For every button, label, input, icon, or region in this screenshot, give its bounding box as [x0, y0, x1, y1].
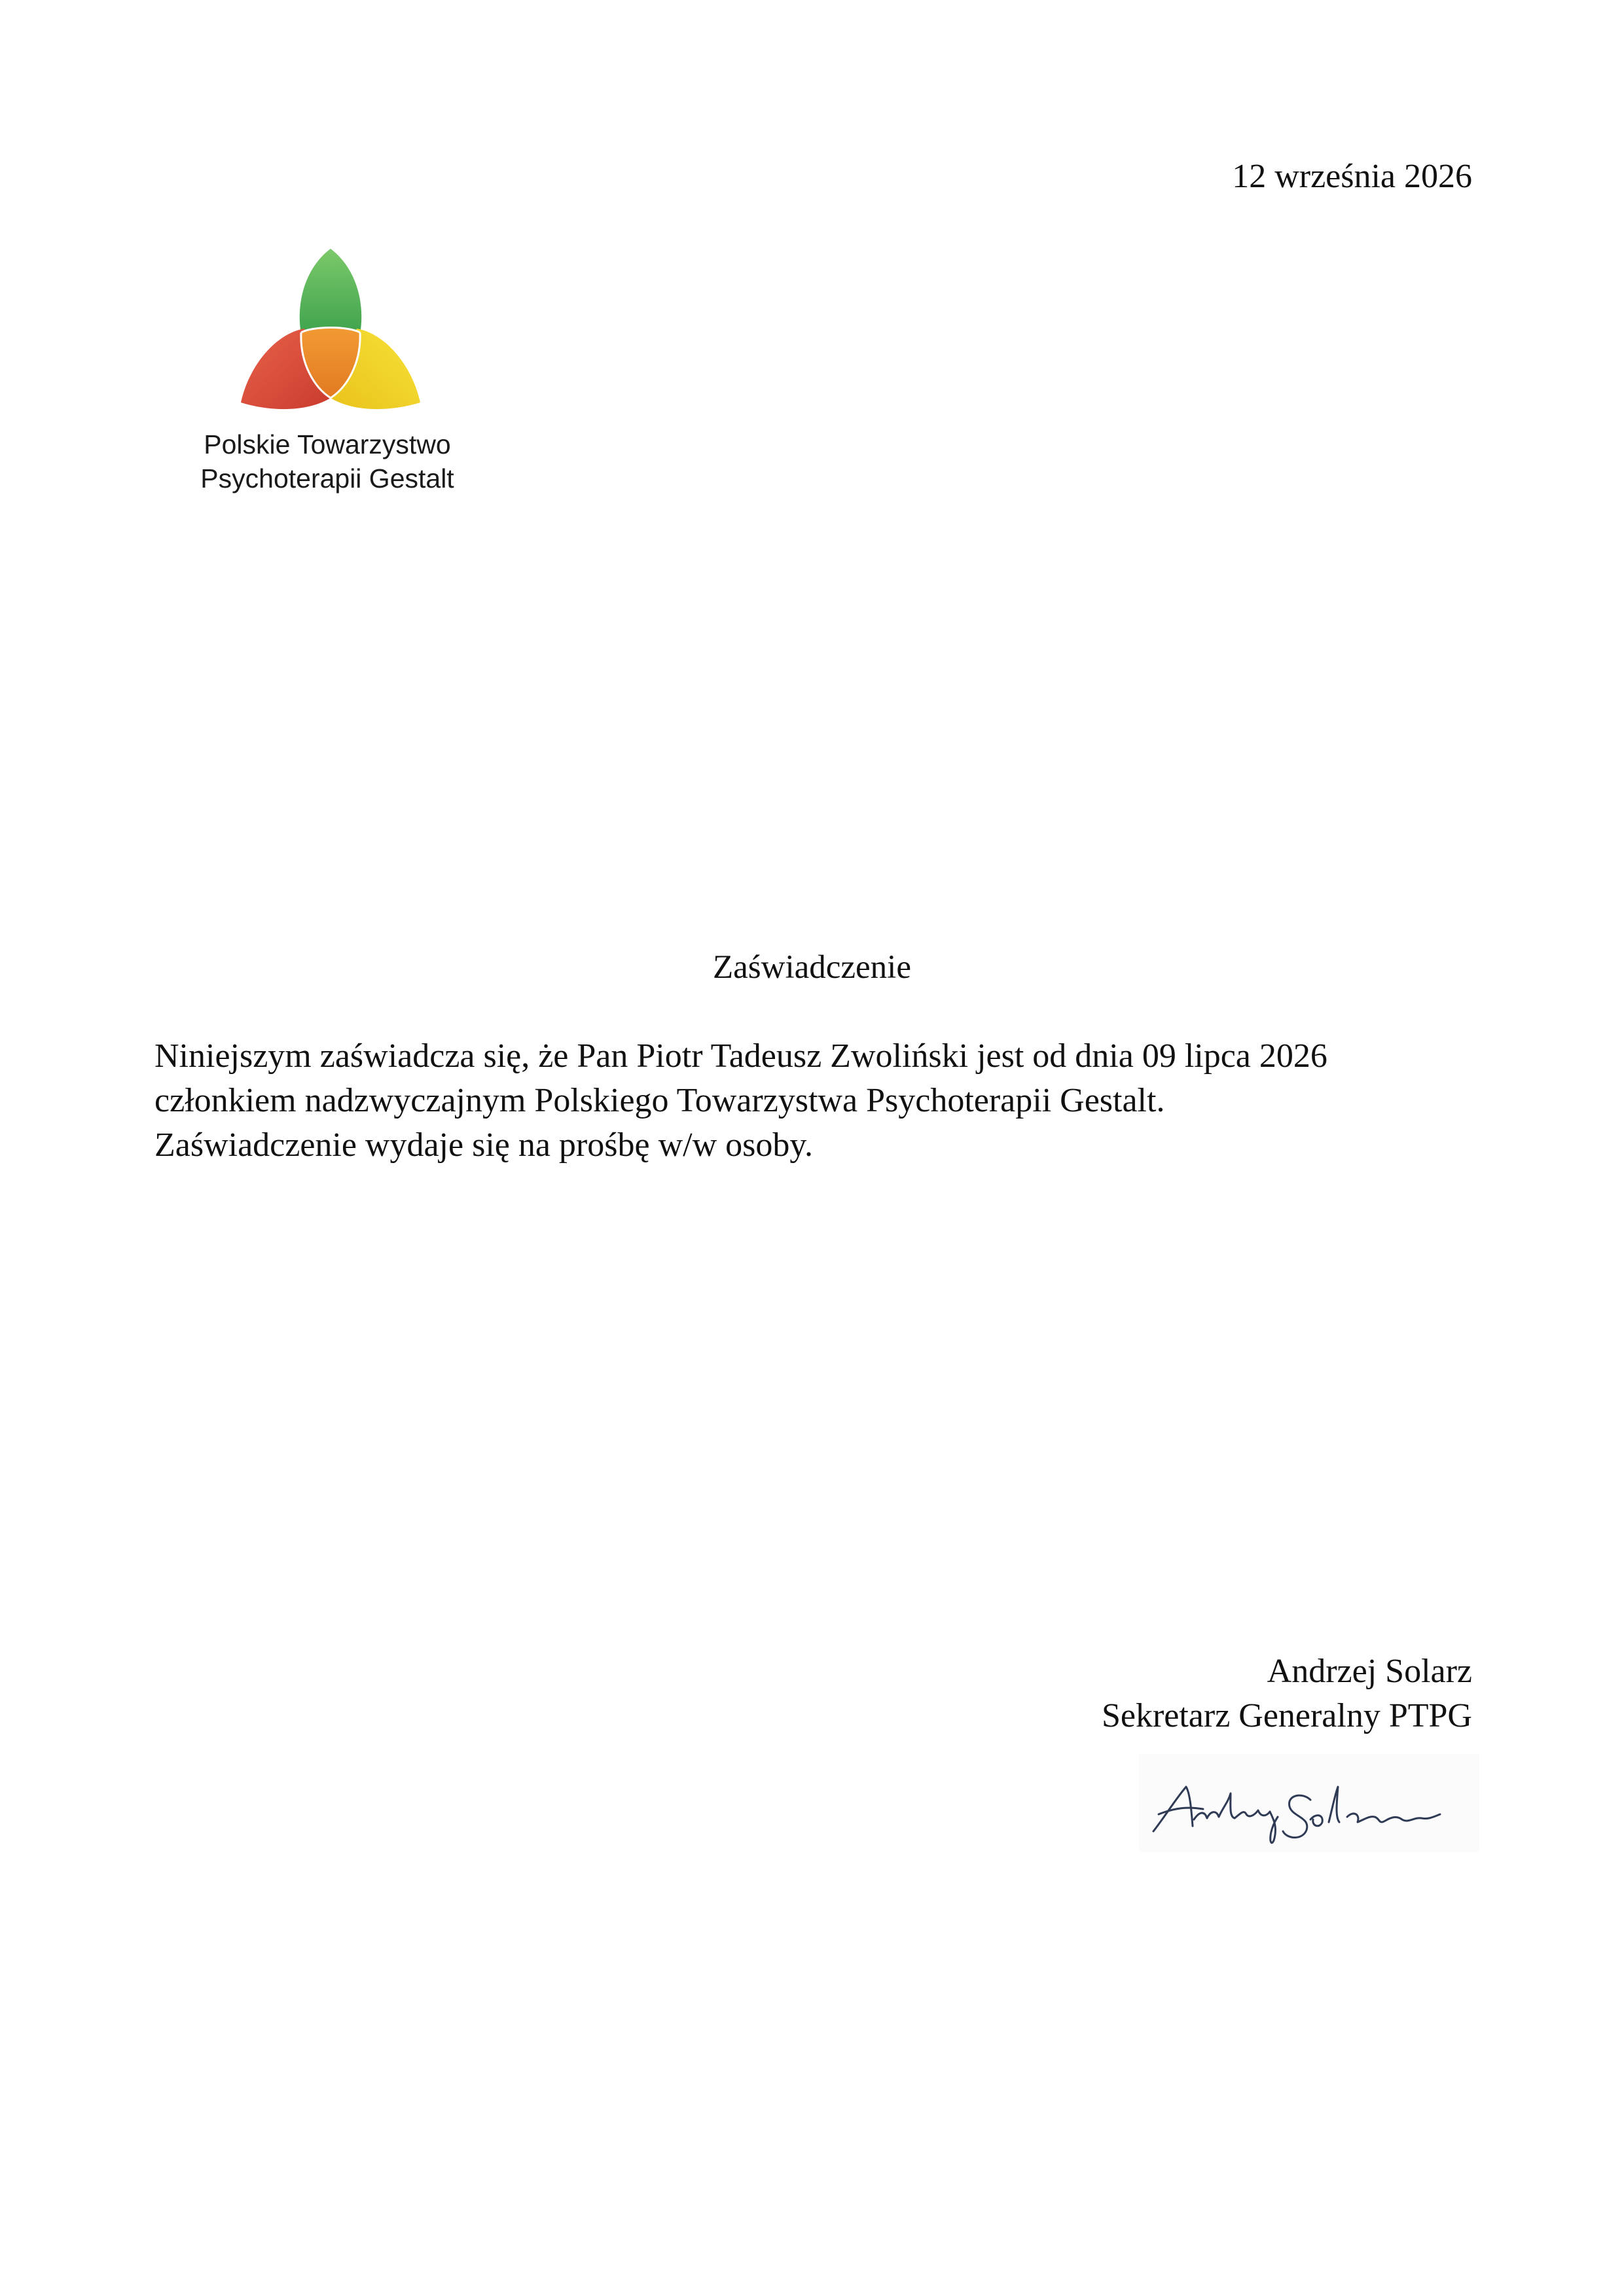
body-line: Zaświadczenie wydaje się na prośbę w/w osoby. [154, 1126, 813, 1164]
signatory-role: Sekretarz Generalny PTPG [1101, 1697, 1472, 1734]
body-line: członkiem nadzwyczajnym Polskiego Towarzystwa Psychoterapii Gestalt. [154, 1082, 1165, 1119]
signature-block [1102, 1649, 1472, 1738]
document-date: 12 września 2026 [1232, 158, 1472, 195]
organization-name [164, 427, 491, 495]
organization-name-line2: Psychoterapii Gestalt [200, 463, 454, 493]
document-body [154, 1034, 1496, 1168]
handwritten-signature-icon [1139, 1754, 1479, 1852]
signatory-name: Andrzej Solarz [1267, 1653, 1472, 1690]
body-line: Niniejszym zaświadcza się, że Pan Piotr Tadeusz Zwoliński jest od dnia 09 lipca 2026 [154, 1037, 1327, 1075]
document-title: Zaświadczenie [713, 949, 911, 986]
organization-logo [164, 242, 504, 504]
organization-name-line1: Polskie Towarzystwo [204, 429, 451, 459]
three-petal-trefoil-logo-icon [236, 242, 425, 419]
green-petal [300, 249, 361, 334]
